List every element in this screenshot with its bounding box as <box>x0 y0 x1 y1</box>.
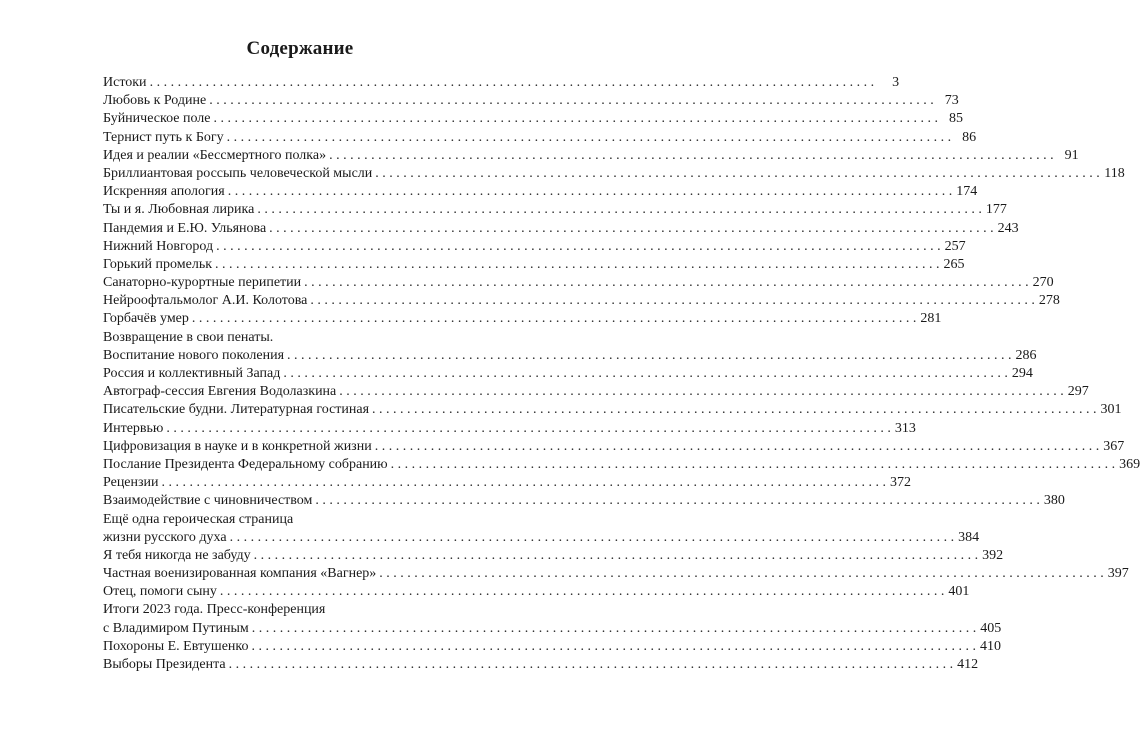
toc-entry <box>103 147 1079 165</box>
toc-entry-page: 294 <box>1011 366 1033 381</box>
toc-leader-dots <box>252 638 977 656</box>
toc-entry-page: 301 <box>1100 402 1122 418</box>
toc-entry <box>103 456 1140 474</box>
toc-entry-title: Взаимодействие с чиновничеством <box>103 493 313 509</box>
toc-entry-title: Послание Президента Федеральному собранию <box>103 456 388 472</box>
toc-entry-title: Я тебя никогда не забуду <box>103 547 251 563</box>
toc-leader-dots <box>166 420 891 438</box>
toc-entry <box>103 347 1037 365</box>
toc-entry-page: 257 <box>944 238 966 254</box>
toc-entry-page: 286 <box>1015 347 1037 363</box>
toc-entry <box>103 183 978 201</box>
toc-leader-dots <box>304 274 1029 292</box>
toc-entry <box>103 565 1129 583</box>
toc-leader-dots <box>254 547 979 565</box>
toc-entry-title: Отец, помоги сыну <box>103 584 217 600</box>
toc-entry-title: Истоки <box>103 75 147 90</box>
toc-entry-page: 278 <box>1038 293 1060 309</box>
toc-entry-page: 405 <box>980 620 1002 636</box>
toc-entry-page: 174 <box>956 184 978 200</box>
toc-leader-dots <box>230 529 955 547</box>
toc-leader-dots <box>329 147 1054 165</box>
toc-entry-page: 313 <box>894 420 916 436</box>
toc-entry <box>103 238 966 256</box>
toc-leader-dots <box>192 310 917 328</box>
toc-entry-page: 281 <box>920 311 942 327</box>
toc-entry <box>103 310 942 328</box>
toc-entry <box>103 201 1007 219</box>
toc-entry-title: Интервью <box>103 420 164 436</box>
toc-entry-title: жизни русского духа <box>103 529 227 545</box>
toc-entry <box>103 365 1033 383</box>
toc-entry <box>103 529 980 547</box>
table-of-contents <box>103 74 1140 674</box>
toc-entry <box>103 420 916 438</box>
toc-entry-title: Автограф-сессия Евгения Водолазкина <box>103 384 337 400</box>
toc-entry-title: Возвращение в свои пенаты. <box>103 329 274 345</box>
toc-entry-title: Ещё одна героическая страница <box>103 511 294 527</box>
toc-leader-dots <box>310 292 1035 310</box>
toc-entry-page: 384 <box>958 529 980 545</box>
toc-entry-title: Санаторно-курортные перипетии <box>103 275 302 291</box>
toc-entry-page: 392 <box>982 547 1004 563</box>
toc-entry <box>103 165 1125 183</box>
toc-entry-title: Пандемия и Е.Ю. Ульянова <box>103 220 267 236</box>
toc-leader-dots <box>372 401 1097 419</box>
toc-leader-dots <box>269 220 994 238</box>
toc-leader-dots <box>228 183 953 201</box>
toc-entry-title: Горький промельк <box>103 256 213 272</box>
toc-entry-page: 118 <box>1104 165 1125 181</box>
toc-leader-dots <box>315 492 1040 510</box>
toc-entry-page: 372 <box>890 475 912 491</box>
toc-entry-title: Любовь к Родине <box>103 93 207 109</box>
toc-leader-dots <box>229 656 954 674</box>
toc-entry-page: 401 <box>948 584 970 600</box>
toc-entry-title: Бриллиантовая россыпь человеческой мысли <box>103 165 373 181</box>
toc-entry-title: Искренняя апология <box>103 184 225 200</box>
toc-entry-page: 270 <box>1032 275 1054 291</box>
toc-leader-dots <box>283 365 1008 383</box>
toc-leader-dots <box>375 165 1100 183</box>
toc-entry-page: 91 <box>1064 147 1079 163</box>
toc-entry <box>103 256 965 274</box>
toc-entry-title: Цифровизация в науке и в конкретной жизни <box>103 438 372 454</box>
toc-leader-dots <box>227 129 952 147</box>
toc-entry-page: 397 <box>1107 566 1129 582</box>
toc-entry-page: 412 <box>957 657 979 672</box>
toc-entry <box>103 74 900 92</box>
toc-entry <box>103 110 963 128</box>
toc-entry <box>103 438 1125 456</box>
toc-entry-page: 85 <box>948 111 963 127</box>
toc-entry-title: Нейроофтальмолог А.И. Колотова <box>103 293 308 309</box>
toc-entry-page: 380 <box>1043 493 1065 509</box>
toc-entry-page: 297 <box>1067 384 1089 400</box>
toc-entry <box>103 329 484 347</box>
toc-entry-title: Буйническое поле <box>103 111 211 127</box>
toc-entry-page: 265 <box>943 256 965 272</box>
toc-entry-page: 73 <box>944 93 959 109</box>
toc-entry-title: Итоги 2023 года. Пресс-конференция <box>103 602 326 618</box>
toc-entry <box>103 129 977 147</box>
toc-leader-dots <box>257 201 982 219</box>
toc-entry-page: 367 <box>1103 438 1125 454</box>
toc-entry <box>103 220 1019 238</box>
toc-leader-dots <box>213 110 938 128</box>
toc-leader-dots <box>287 347 1012 365</box>
toc-leader-dots <box>150 74 875 92</box>
toc-entry <box>103 638 1002 656</box>
toc-leader-dots <box>391 456 1116 474</box>
toc-leader-dots <box>339 383 1064 401</box>
toc-entry-title: Идея и реалии «Бессмертного полка» <box>103 147 327 163</box>
toc-entry <box>103 474 912 492</box>
toc-entry <box>103 383 1089 401</box>
toc-entry <box>103 92 959 110</box>
toc-entry <box>103 620 1002 638</box>
toc-entry <box>103 511 484 529</box>
toc-leader-dots <box>162 474 887 492</box>
toc-entry-title: Нижний Новгород <box>103 238 214 254</box>
toc-entry-title: Частная военизированная компания «Вагнер» <box>103 566 377 582</box>
toc-entry-page: 86 <box>962 129 977 145</box>
toc-entry <box>103 601 484 619</box>
toc-entry <box>103 401 1122 419</box>
toc-leader-dots <box>215 256 940 274</box>
toc-entry <box>103 292 1060 310</box>
toc-leader-dots <box>209 92 934 110</box>
toc-entry <box>103 492 1065 510</box>
toc-entry-title: Воспитание нового поколения <box>103 347 285 363</box>
toc-entry <box>103 274 1054 292</box>
toc-entry <box>103 547 1004 565</box>
toc-entry-page: 177 <box>985 202 1007 218</box>
toc-entry-page: 410 <box>980 638 1002 654</box>
page-title: Содержание <box>246 38 354 59</box>
toc-entry-title: с Владимиром Путиным <box>103 620 249 636</box>
toc-entry-title: Тернист путь к Богу <box>103 129 224 145</box>
toc-entry-page: 369 <box>1119 456 1140 472</box>
toc-leader-dots <box>375 438 1100 456</box>
toc-leader-dots <box>220 583 945 601</box>
toc-entry-title: Рецензии <box>103 475 159 491</box>
toc-entry <box>103 656 979 674</box>
toc-entry-title: Ты и я. Любовная лирика <box>103 202 255 218</box>
toc-entry <box>103 583 970 601</box>
toc-leader-dots <box>216 238 941 256</box>
toc-entry-title: Похороны Е. Евтушенко <box>103 638 249 654</box>
toc-leader-dots <box>252 620 977 638</box>
toc-entry-title: Выборы Президента <box>103 657 226 672</box>
toc-entry-title: Россия и коллективный Запад <box>103 366 281 381</box>
toc-entry-title: Писательские будни. Литературная гостиная <box>103 402 370 418</box>
toc-entry-title: Горбачёв умер <box>103 311 189 327</box>
toc-entry-page: 3 <box>892 75 900 90</box>
toc-entry-page: 243 <box>997 220 1019 236</box>
toc-leader-dots <box>379 565 1104 583</box>
